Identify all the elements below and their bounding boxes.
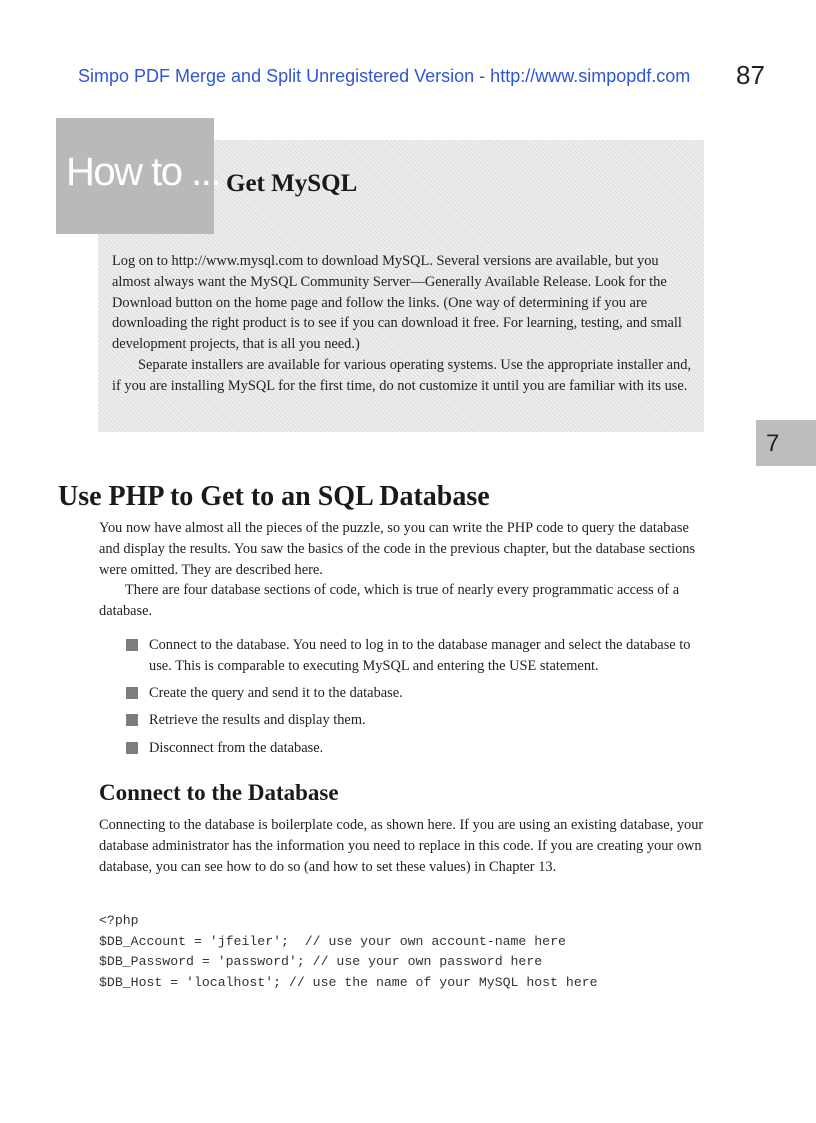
section-body [99,518,709,622]
chapter-tab-label: 7 [766,430,780,457]
page-number: 87 [736,60,765,90]
bullet-list [126,635,716,765]
howto-body [112,251,698,397]
code-line: $DB_Account = 'jfeiler'; // use your own account-name here [99,933,566,949]
howto-tab-label: How to ... [66,150,220,194]
subsection-heading: Connect to the Database [99,780,339,805]
body-paragraph: Connecting to the database is boilerplate code, as shown here. If you are using an existing database, your database administrator has the information you need to replace in this code. If you are creating your own database, you can see how to do so (and how to set these values) in Chapter 13. [99,817,704,875]
code-line: $DB_Host = 'localhost'; // use the name of your MySQL host here [99,974,598,990]
bullet-square-icon [126,639,138,651]
bullet-square-icon [126,742,138,754]
watermark-link[interactable]: Simpo PDF Merge and Split Unregistered Version - http://www.simpopdf.com [78,66,691,86]
body-paragraph: You now have almost all the pieces of the puzzle, so you can write the PHP code to query the database and display the results. You saw the basics of the code in the previous chapter, but the database sections were omitted. They are described here. [99,520,696,578]
body-paragraph: There are four database sections of code, which is true of nearly every programmatic access of a database. [99,582,680,620]
howto-paragraph: Separate installers are available for various operating systems. Use the appropriate installer and, if you are installing MySQL for the first time, do not customize it until you are familiar with its use. [112,356,692,394]
howto-paragraph: Log on to http://www.mysql.com to download MySQL. Several versions are available, but you almost always want the MySQL Community Server—Generally Available Release. Look for the Download button on the home page and follow the links. (One way of determining if you are downloading the right product is to see if you can download it free. For learning, testing, and small development projects, that is all you need.) [112,253,682,353]
code-line: <?php [99,913,139,928]
code-block [99,911,598,993]
list-item: Connect to the database. You need to log in to the database manager and select the database to use. This is comparable to executing MySQL and entering the USE statement. [126,635,716,677]
list-item: Create the query and send it to the database. [126,683,716,704]
subsection-body [99,815,709,877]
chapter-tab [756,420,816,466]
list-item: Retrieve the results and display them. [126,710,716,731]
bullet-square-icon [126,714,138,726]
howto-title: Get MySQL [226,170,358,197]
section-heading: Use PHP to Get to an SQL Database [58,481,490,512]
list-item: Disconnect from the database. [126,738,716,759]
bullet-square-icon [126,687,138,699]
code-line: $DB_Password = 'password'; // use your own password here [99,954,543,970]
